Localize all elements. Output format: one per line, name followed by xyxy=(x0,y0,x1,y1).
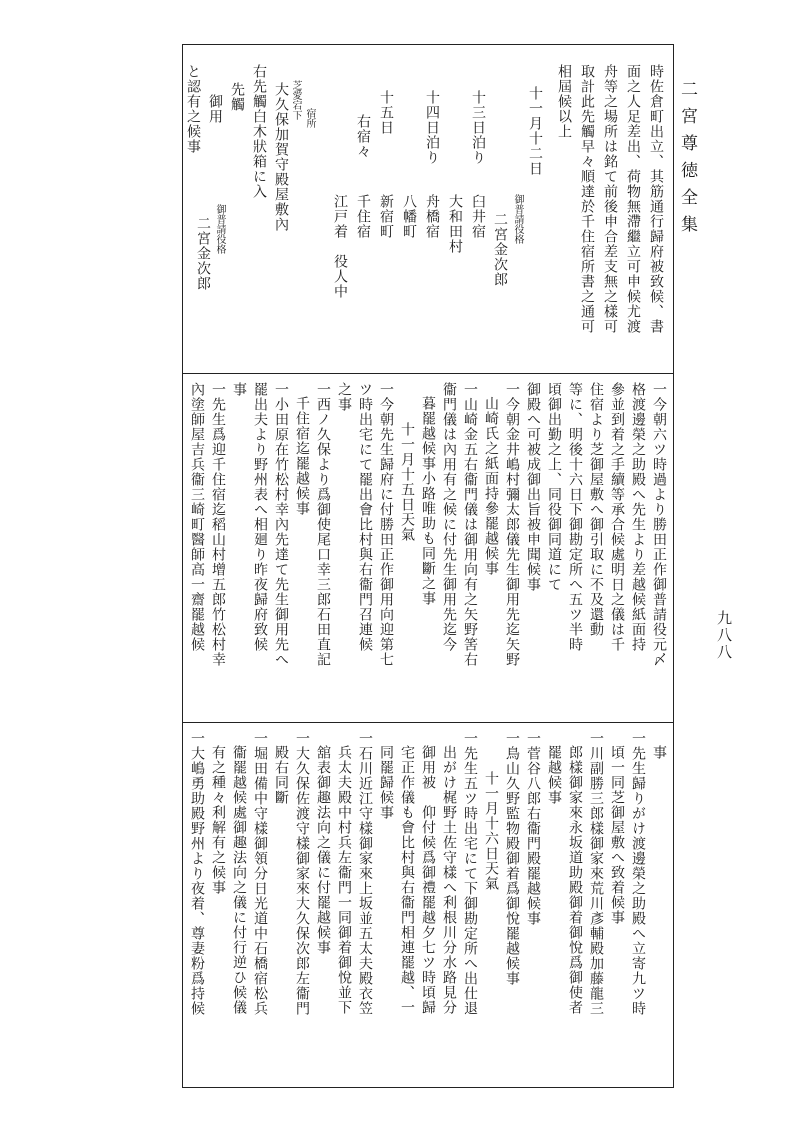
text-column: 內塗師屋吉兵衞三崎町醫師高一齋罷越候 xyxy=(189,382,205,652)
text-column: 一先生歸りがけ渡邊榮之助殿へ立寄九ツ時 xyxy=(630,731,646,1016)
text-column: 新宿町 xyxy=(378,194,394,239)
tier-divider-1 xyxy=(182,373,674,374)
text-column: 一大久保佐渡守樣御家來大久保次郎左衞門 xyxy=(294,731,310,1016)
text-column: 八幡町 xyxy=(401,194,417,239)
text-column: 一小田原在竹松村幸內先達て先生御用先へ xyxy=(273,382,289,667)
text-column: 臼井宿 xyxy=(470,194,486,239)
text-column: 一川副勝三郎樣御家來荒川彥輔殿加藤龍三 xyxy=(588,731,604,1016)
text-column: 御用 xyxy=(207,94,223,124)
text-column: 御殿へ可被成御出旨被申聞候事 xyxy=(525,382,541,592)
text-column: 舟等之場所は銘て前後申合差支無之樣可 xyxy=(602,64,618,334)
tier-3 xyxy=(186,731,670,1071)
text-column: 頃一同芝御屋敷へ致着候事 xyxy=(609,745,625,925)
text-column: 之事 xyxy=(336,382,352,412)
tier-divider-2 xyxy=(182,722,674,723)
text-column: 千住宿迄罷越候事 xyxy=(294,396,310,516)
text-column: 兵太夫殿中村兵左衞門一同御着御悅並下 xyxy=(336,745,352,1015)
text-column: 出がけ梶野土佐守樣へ利根川分水路見分 xyxy=(441,745,457,1015)
text-column: 取計此先觸早々順達於千住宿所書之通可 xyxy=(579,64,595,334)
text-column: 格渡邊榮之助殿へ先生より差越候紙面持 xyxy=(630,382,646,652)
text-column-note: 宿所 xyxy=(304,108,315,128)
text-column: 一西ノ久保より爲御使尾口幸三郎石田直記 xyxy=(315,382,331,667)
text-column: 一今朝六ツ時過より勝田正作御普請役元〆 xyxy=(651,382,667,667)
text-column: 罷出夫より野州表へ相廻り昨夜歸府致候 xyxy=(252,382,268,652)
text-column: 一今朝先生歸府に付勝田正作御用向迎第七 xyxy=(378,382,394,667)
text-column: 參並到着之手續等承合候處明日之儀は千 xyxy=(609,382,625,652)
text-column: 相屆候以上 xyxy=(556,64,572,139)
text-column: 等に、明後十六日下御勘定所へ五ツ半時 xyxy=(567,382,583,652)
text-column: 一堀田備中守樣御領分日光道中石橋宿松兵 xyxy=(252,731,268,1016)
text-column: 一石川近江守樣御家來上坂並五太夫殿衣笠 xyxy=(357,731,373,1016)
text-column: 有之種々利解有之候事 xyxy=(210,745,226,895)
text-column: 十一月十五日天氣 xyxy=(399,422,415,542)
text-column: 衞門儀は內用有之候に付先生御用先迄今 xyxy=(441,382,457,652)
text-column: 大久保加賀守殿屋敷內 xyxy=(273,82,289,232)
text-column: 一先生爲迎千住宿迄稻山村增五郎竹松村幸 xyxy=(210,382,226,667)
text-column: 十五日 xyxy=(378,90,394,135)
text-column: 住宿より芝御屋敷へ御引取に不及還動 xyxy=(588,382,604,637)
text-column: 大和田村 xyxy=(447,194,463,254)
text-column: 舘表御趣法向之儀に付罷越候事 xyxy=(315,745,331,955)
text-column: と認有之候事 xyxy=(185,64,201,154)
tier-2 xyxy=(186,382,670,716)
text-column: 一鳥山久野監物殿御着爲御悅罷越候事 xyxy=(504,731,520,986)
text-column: 山崎氏之紙面持參罷越候事 xyxy=(483,396,499,576)
text-column: 郎樣御家來永坂道助殿御着御悅爲御使者 xyxy=(567,745,583,1015)
text-column: 役人中 xyxy=(332,254,348,299)
text-column: 一大嶋勇助殿野州より夜着、尊妻粉爲持候 xyxy=(189,731,205,1016)
text-column: 衞罷越候處御趣法向之儀に付行逆ひ候儀 xyxy=(231,745,247,1015)
text-column: 千住宿 xyxy=(355,194,371,239)
text-column: 殿右同斷 xyxy=(273,745,289,805)
text-column: 十三日泊り xyxy=(470,90,486,165)
text-column: 暮罷越候事小路唯助も同斷之事 xyxy=(420,396,436,606)
text-column: 一山崎金五右衞門儀は御用向有之矢野筈右 xyxy=(462,382,478,667)
text-column: 江戸着 xyxy=(332,194,348,239)
text-column: 右先觸白木狀箱に入 xyxy=(251,64,267,199)
text-column: 先觸 xyxy=(229,82,245,112)
text-column: 同罷歸候事 xyxy=(378,745,394,820)
text-column: 一今朝金井嶋村彌太郎儀先生御用先迄矢野 xyxy=(504,382,520,667)
text-column: 時佐倉町出立、其筋通行歸府被致候、書 xyxy=(648,64,664,334)
header-title: 二宮尊徳全集 xyxy=(677,80,697,242)
text-column-note: 御普請役格 xyxy=(214,204,225,254)
text-column: 事 xyxy=(651,745,667,760)
text-column: 御用被 仰付候爲御禮罷越夕七ツ時頃歸 xyxy=(420,745,436,1015)
text-column: 事 xyxy=(231,382,247,397)
text-column: 罷越候事 xyxy=(546,745,562,805)
text-column: 舟橋宿 xyxy=(424,194,440,239)
text-column: 面之人足差出、荷物無滯繼立可申候尤渡 xyxy=(625,64,641,334)
text-column: 頃御出勤之上、同役御同道にて xyxy=(546,382,562,592)
text-column: 一菅谷八郎右衞門殿罷越候事 xyxy=(525,731,541,926)
text-column: ツ時出宅にて罷出會比村與右衞門召連候 xyxy=(357,382,373,652)
text-column-note: 御普請役格 xyxy=(512,194,523,244)
tier-1 xyxy=(186,64,670,366)
text-column-note: 芝愛宕下 xyxy=(290,80,301,120)
text-column: 右宿々 xyxy=(355,114,371,159)
text-column: 宅正作儀も會比村與右衞門相連罷越、一 xyxy=(399,745,415,1015)
text-column: 二宮金次郎 xyxy=(195,216,211,291)
page-number: 九八八 xyxy=(715,610,733,661)
text-column: 一先生五ツ時出宅にて下御勘定所へ出仕退 xyxy=(462,731,478,1016)
text-column: 十一月十二日 xyxy=(527,86,543,176)
text-column: 二宮金次郎 xyxy=(492,212,508,287)
text-column: 十四日泊り xyxy=(424,90,440,165)
text-column: 十一月十六日天氣 xyxy=(483,771,499,891)
